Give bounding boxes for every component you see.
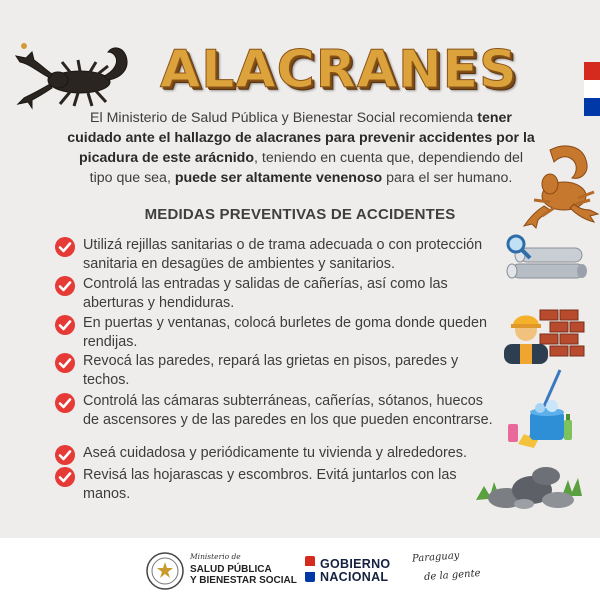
item-text: Controlá las entradas y salidas de cañerías, así como las aberturas y hendiduras. — [83, 276, 448, 311]
ministry-small-label: Ministerio de — [190, 552, 241, 561]
item-text: Controlá las cámaras subterráneas, cañerías, sótanos, huecos de ascensores y de las paredes en los que pueden encontrarse. — [83, 393, 493, 428]
intro-text: , teniendo en cuenta que, dependiendo del tipo que sea, — [89, 150, 524, 186]
check-icon — [55, 393, 75, 413]
item-text: Revocá las paredes, repará las grietas en pisos, paredes y techos. — [83, 353, 459, 388]
check-icon — [55, 353, 75, 373]
item-text: Aseá cuidadosa y periódicamente tu vivienda y alrededores. — [83, 445, 467, 461]
intro-text: para el ser humano. — [382, 170, 513, 186]
gov-line1: GOBIERNO — [320, 557, 391, 571]
ministry-name-line1: SALUD PÚBLICA — [190, 564, 272, 575]
check-icon — [55, 467, 75, 487]
seal-icon — [146, 552, 184, 590]
check-icon — [55, 445, 75, 465]
cleaning-icon — [500, 368, 578, 450]
scorpion-dark-icon — [10, 38, 150, 110]
check-icon — [55, 237, 75, 257]
worker-icon — [500, 298, 588, 364]
item-text: En puertas y ventanas, colocá burletes de goma donde queden rendijas. — [83, 315, 488, 350]
footer — [0, 538, 600, 600]
intro-bold-text: tener cuidado ante el hallazgo de alacranes para prevenir accidentes por la picadura de este arácnido — [67, 110, 535, 166]
gov-flag-icon — [305, 556, 315, 582]
measures-heading: MEDIDAS PREVENTIVAS DE ACCIDENTES — [144, 206, 456, 223]
intro-paragraph — [66, 108, 536, 188]
slogan-line2: de la gente — [423, 568, 481, 583]
slogan-line1: Paraguay — [411, 550, 460, 565]
gov-line2: NACIONAL — [320, 570, 389, 584]
check-icon — [55, 276, 75, 296]
intro-text: El Ministerio de Salud Pública y Bienestar Social recomienda — [90, 110, 478, 126]
check-icon — [55, 315, 75, 335]
flag-icon — [584, 62, 600, 116]
pipes-icon — [500, 234, 590, 288]
intro-bold-text: puede ser altamente venenoso — [174, 170, 383, 186]
page-title: ALACRANES — [160, 40, 518, 100]
ministry-name-line2: Y BIENESTAR SOCIAL — [190, 575, 297, 586]
item-text: Utilizá rejillas sanitarias o de trama adecuada o con protección sanitaria en desagües de ambientes y sanitarios. — [83, 237, 483, 272]
item-text: Revisá las hojarascas y escombros. Evitá juntarlos con las manos. — [83, 467, 457, 502]
scorpion-orange-icon — [520, 140, 600, 230]
rocks-icon — [472, 456, 590, 510]
